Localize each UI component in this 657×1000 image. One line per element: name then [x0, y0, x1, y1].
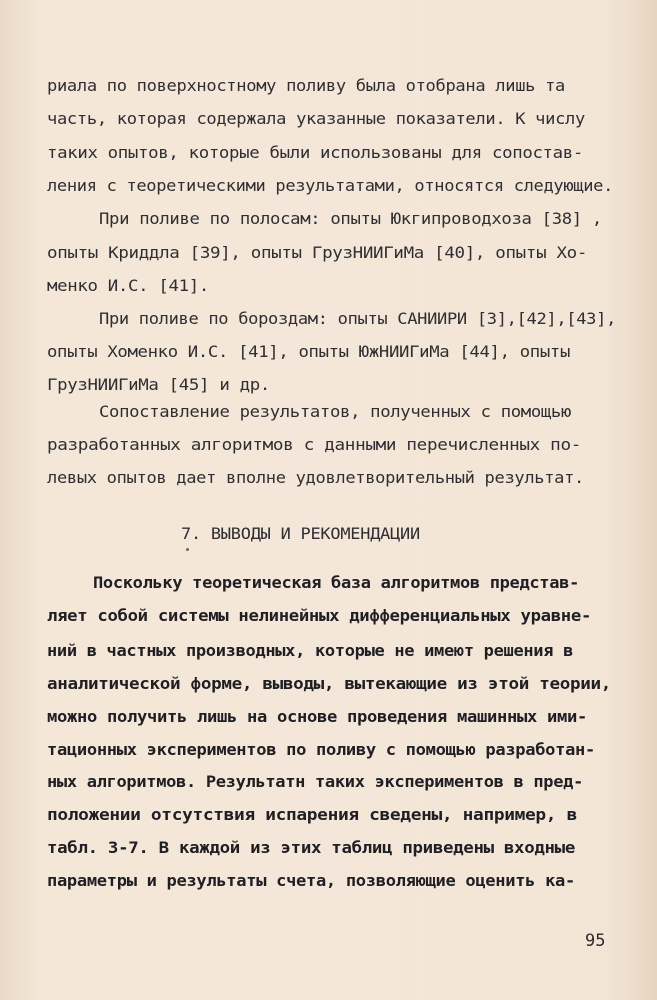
- text-line: левых опытов дает вполне удовлетворительный результат.: [47, 469, 584, 487]
- text-line: При поливе по бороздам: опыты САНИИРИ [3],[42],[43],: [99, 310, 617, 328]
- text-line: ления с теоретическими результатами, относятся следующие.: [47, 177, 614, 195]
- text-line: опыты Криддла [39], опыты ГрузНИИГиМа [40], опыты Хо-: [47, 244, 588, 262]
- text-line: риала по поверхностному поливу была отобрана лишь та: [47, 77, 566, 95]
- text-line: Поскольку теоретическая база алгоритмов представ-: [93, 574, 579, 592]
- text-line: параметры и результаты счета, позволяющие оценить ка-: [47, 872, 575, 890]
- text-line: ляет собой системы нелинейных дифференциальных уравне-: [47, 607, 592, 625]
- text-line: ний в частных производных, которые не имеют решения в: [47, 642, 574, 660]
- text-line: При поливе по полосам: опыты Юкгипроводхоза [38] ,: [99, 210, 602, 228]
- text-line: опыты Хоменко И.С. [41], опыты ЮжНИИГиМа [44], опыты: [47, 343, 571, 361]
- text-line: аналитической форме, выводы, вытекающие из этой теории,: [47, 675, 611, 693]
- text-line: положении отсутствия испарения сведены, например, в: [47, 806, 577, 824]
- text-line: разработанных алгоритмов с данными перечисленных по-: [47, 436, 581, 454]
- ink-speck: [186, 548, 189, 551]
- text-line: часть, которая содержала указанные показатели. К числу: [47, 110, 585, 128]
- text-line: таких опытов, которые были использованы для сопостав-: [47, 144, 584, 162]
- text-line: можно получить лишь на основе проведения машинных ими-: [47, 708, 587, 726]
- text-line: Сопоставление результатов, полученных с помощью: [99, 403, 572, 421]
- text-line: менко И.С. [41].: [47, 277, 209, 295]
- text-line: ГрузНИИГиМа [45] и др.: [47, 376, 271, 394]
- text-line: ных алгоритмов. Результатн таких экспериментов в пред-: [47, 773, 584, 791]
- page-number: 95: [585, 931, 606, 951]
- section-heading: 7. ВЫВОДЫ И РЕКОМЕНДАЦИИ: [181, 525, 420, 543]
- text-line: табл. 3-7. В каждой из этих таблиц приведены входные: [47, 839, 575, 857]
- text-line: тационных экспериментов по поливу с помощью разработан-: [47, 741, 595, 759]
